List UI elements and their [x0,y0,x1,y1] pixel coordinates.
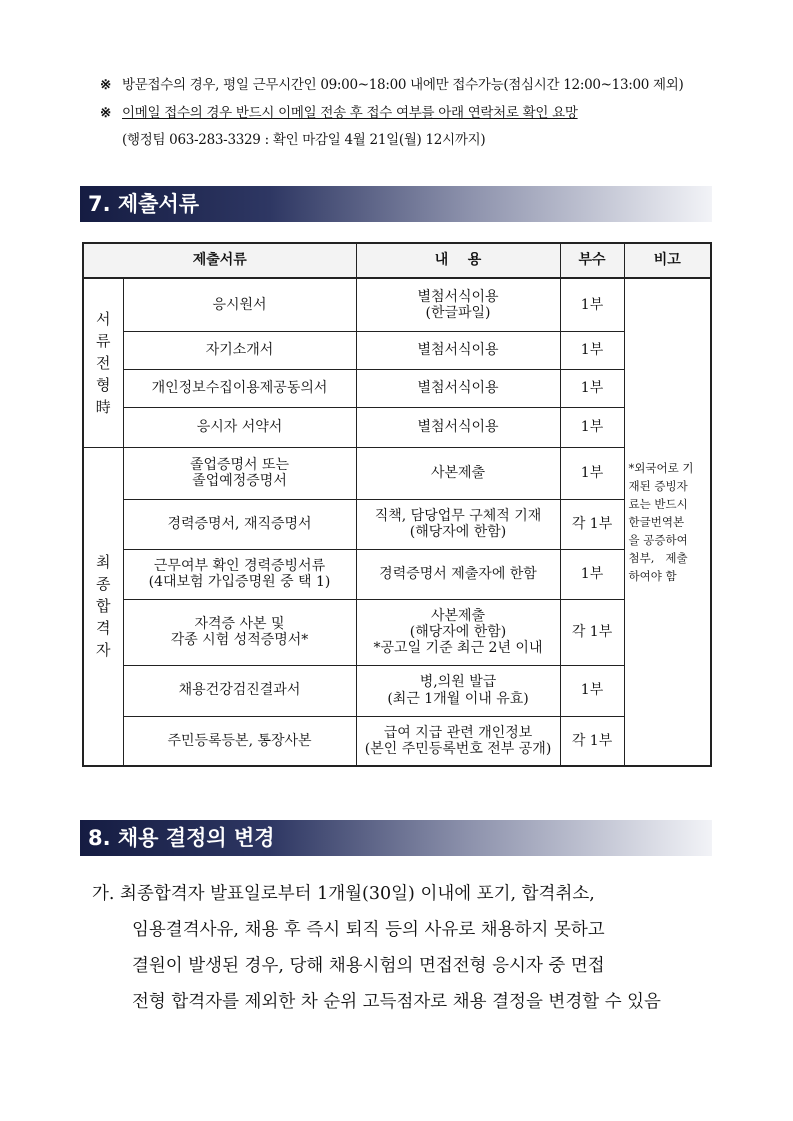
remark-cell: *외국어로 기 재된 증빙자 료는 반드시 한글번역본 을 공증하여 첨부, 제출 하여야 함 [624,278,711,766]
doc-content: 급여 지급 관련 개인정보 (본인 주민등록번호 전부 공개) [356,716,560,766]
table-header-row [83,243,711,278]
paragraph-line: 가. 최종합격자 발표일로부터 1개월(30일) 이내에 포기, 합격취소, [92,884,595,904]
doc-name: 졸업증명서 또는 졸업예정증명서 [123,447,356,499]
reference-mark: ※ [100,105,112,121]
doc-name: 근무여부 확인 경력증빙서류 (4대보험 가입증명원 중 택 1) [123,549,356,599]
doc-content: 병,의원 발급 (최근 1개월 이내 유효) [356,665,560,716]
table-row [83,499,711,549]
doc-count: 각 1부 [560,499,624,549]
paragraph-line: 전형 합격자를 제외한 차 순위 고득점자로 채용 결정을 변경할 수 있음 [132,992,661,1012]
notice-email [100,101,578,121]
doc-count: 1부 [560,665,624,716]
reference-mark: ※ [100,77,112,93]
doc-count: 각 1부 [560,599,624,665]
doc-content: 별첨서식이용 [356,369,560,407]
table-row [83,599,711,665]
table-row [83,278,711,331]
table-row [83,716,711,766]
table-row [83,369,711,407]
doc-count: 1부 [560,369,624,407]
paragraph-line: 임용결격사유, 채용 후 즉시 퇴직 등의 사유로 채용하지 못하고 [132,920,605,940]
table-row [83,331,711,369]
doc-count: 1부 [560,331,624,369]
doc-name: 응시원서 [123,278,356,331]
table-row [83,549,711,599]
doc-name: 자기소개서 [123,331,356,369]
header-count: 부수 [560,243,624,278]
doc-count: 1부 [560,407,624,447]
header-documents: 제출서류 [83,243,356,278]
doc-content: 사본제출 (해당자에 한함) *공고일 기준 최근 2년 이내 [356,599,560,665]
category-document-screening: 서 류 전 형 時 [83,278,123,447]
header-remark: 비고 [624,243,711,278]
table-row [83,665,711,716]
doc-count: 각 1부 [560,716,624,766]
doc-content: 경력증명서 제출자에 한함 [356,549,560,599]
doc-content: 별첨서식이용 [356,407,560,447]
doc-content: 별첨서식이용 [356,331,560,369]
doc-count: 1부 [560,447,624,499]
section-7-title: 7. 제출서류 [80,186,712,222]
doc-name: 자격증 사본 및 각종 시험 성적증명서* [123,599,356,665]
notice-contact-text: (행정팀 063-283-3329 : 확인 마감일 4월 21일(월) 12시까지) [122,132,486,148]
doc-content: 사본제출 [356,447,560,499]
doc-name: 경력증명서, 재직증명서 [123,499,356,549]
notice-visit [100,73,684,93]
table-row [83,447,711,499]
doc-name: 채용건강검진결과서 [123,665,356,716]
notice-email-text: 이메일 접수의 경우 반드시 이메일 전송 후 접수 여부를 아래 연락처로 확인 요망 [122,105,578,121]
doc-name: 응시자 서약서 [123,407,356,447]
table-row [83,407,711,447]
section-8-title: 8. 채용 결정의 변경 [80,820,712,856]
doc-count: 1부 [560,278,624,331]
doc-count: 1부 [560,549,624,599]
doc-name: 개인정보수집이용제공동의서 [123,369,356,407]
doc-name: 주민등록등본, 통장사본 [123,716,356,766]
header-content: 내 용 [356,243,560,278]
doc-content: 별첨서식이용 (한글파일) [356,278,560,331]
documents-table [82,242,712,767]
paragraph-line: 결원이 발생된 경우, 당해 채용시험의 면접전형 응시자 중 면접 [132,956,605,976]
doc-content: 직책, 담당업무 구체적 기재 (해당자에 한함) [356,499,560,549]
notice-visit-text: 방문접수의 경우, 평일 근무시간인 09:00~18:00 내에만 접수가능(점심시간 12:00~13:00 제외) [122,77,684,93]
notice-contact [100,128,485,148]
category-final-pass: 최 종 합 격 자 [83,447,123,766]
